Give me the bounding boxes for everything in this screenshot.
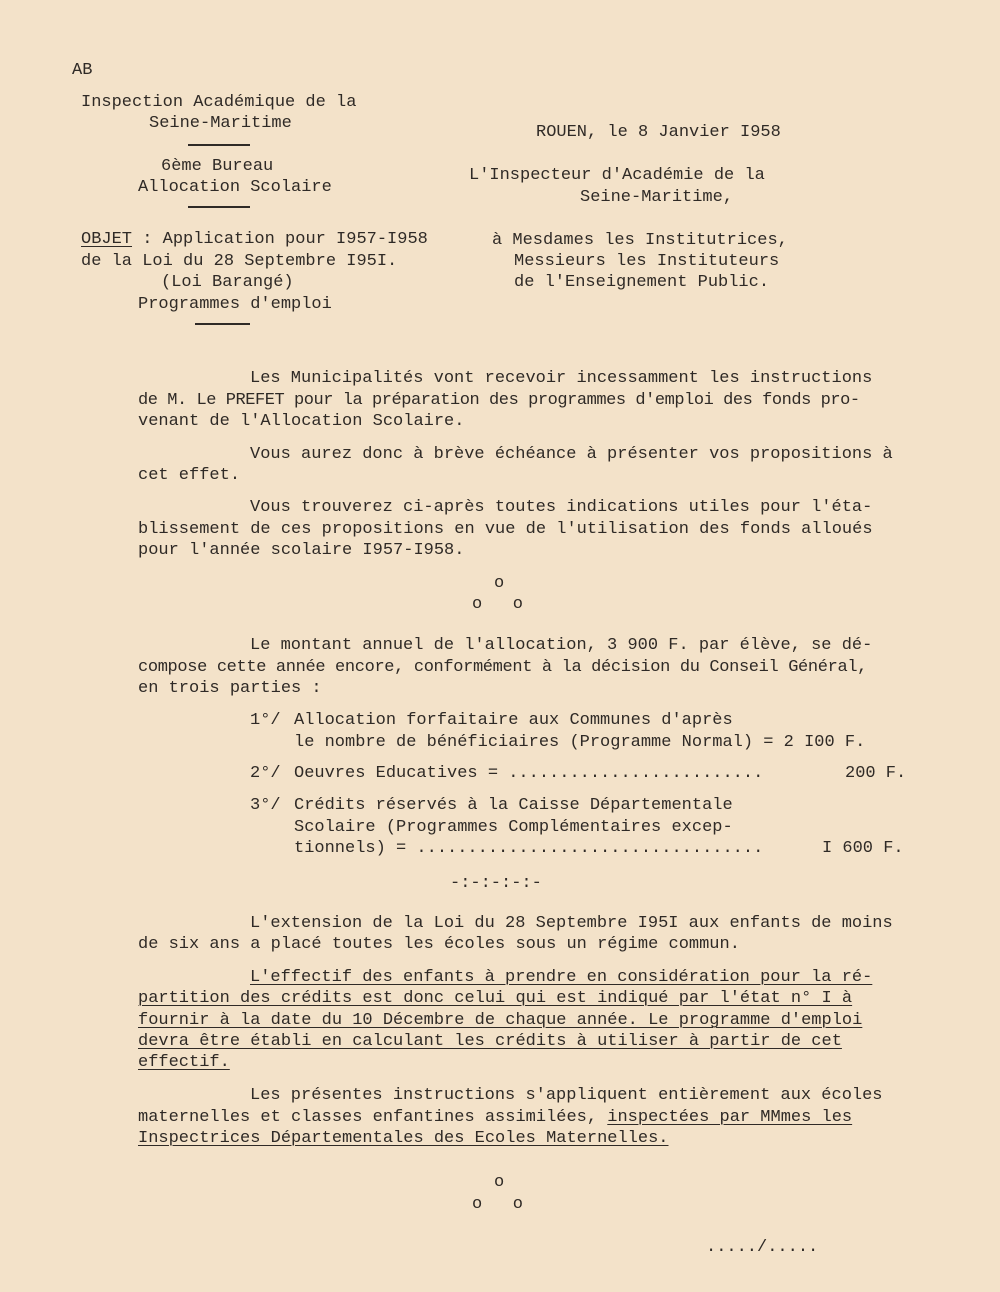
service-line: Allocation Scolaire — [138, 178, 332, 197]
body-text-underlined: Inspectrices Départementales des Ecoles Maternelles. — [138, 1129, 669, 1148]
body-text: en trois parties : — [138, 679, 322, 698]
separator-mark: o — [494, 574, 505, 593]
divider — [188, 144, 250, 146]
separator-mark: -:-:-:-:- — [450, 874, 542, 893]
list-item-amount: 200 F. — [845, 764, 907, 783]
divider — [188, 206, 250, 208]
list-item-number: 1°/ — [250, 711, 281, 730]
recipients-line1: à Mesdames les Institutrices, — [492, 231, 788, 250]
date-line: ROUEN, le 8 Janvier I958 — [536, 123, 781, 142]
body-text: venant de l'Allocation Scolaire. — [138, 412, 465, 431]
continuation-mark: ...../..... — [706, 1238, 819, 1257]
divider — [195, 323, 250, 325]
list-item-amount: I 600 F. — [822, 839, 904, 858]
list-item-number: 2°/ — [250, 764, 281, 783]
recipients-line3: de l'Enseignement Public. — [514, 273, 770, 292]
body-text: L'extension de la Loi du 28 Septembre I95I aux enfants de moins — [250, 914, 893, 933]
separator-mark: o — [494, 1173, 505, 1192]
body-text: Les Municipalités vont recevoir incessamment les instructions — [250, 369, 873, 388]
sender-line2: Seine-Maritime, — [580, 188, 734, 207]
objet-line3: (Loi Barangé) — [161, 273, 294, 292]
issuer-line1: Inspection Académique de la — [81, 93, 357, 112]
list-item: Oeuvres Educatives = ......................... — [294, 764, 764, 783]
initials: AB — [72, 61, 93, 80]
objet-text: : Application pour I957-I958 — [132, 230, 428, 249]
list-item: Allocation forfaitaire aux Communes d'après — [294, 711, 733, 730]
objet-label: OBJET — [81, 230, 133, 249]
list-item: tionnels) = .................................. — [294, 839, 764, 858]
issuer-line2: Seine-Maritime — [149, 114, 292, 133]
body-text: de M. Le PREFET pour la préparation des programmes d'emploi des fonds pro- — [138, 391, 860, 410]
body-text: de six ans a placé toutes les écoles sous un régime commun. — [138, 935, 740, 954]
list-item-number: 3°/ — [250, 796, 281, 815]
body-text: Les présentes instructions s'appliquent entièrement aux écoles — [250, 1086, 883, 1105]
list-item: Crédits réservés à la Caisse Départementale — [294, 796, 733, 815]
bureau-line: 6ème Bureau — [161, 157, 274, 176]
body-text-underlined: partition des crédits est donc celui qui est indiqué par l'état n° I à — [138, 989, 853, 1008]
sender-line1: L'Inspecteur d'Académie de la — [469, 166, 765, 185]
objet-line2: de la Loi du 28 Septembre I95I. — [81, 252, 398, 271]
body-text-underlined: L'effectif des enfants à prendre en considération pour la ré- — [250, 968, 873, 987]
list-item: Scolaire (Programmes Complémentaires excep- — [294, 818, 733, 837]
body-text: Vous aurez donc à brève échéance à présenter vos propositions à — [250, 445, 893, 464]
list-item: le nombre de bénéficiaires (Programme Normal) = 2 I00 F. — [294, 733, 866, 752]
recipients-line2: Messieurs les Instituteurs — [514, 252, 780, 271]
body-text: pour l'année scolaire I957-I958. — [138, 541, 465, 560]
body-text-underlined: effectif. — [138, 1053, 230, 1072]
body-text: compose cette année encore, conformément à la décision du Conseil Général, — [138, 658, 868, 677]
body-text: Le montant annuel de l'allocation, 3 900 F. par élève, se dé- — [250, 636, 873, 655]
objet-line1 — [81, 229, 428, 250]
body-text: maternelles et classes enfantines assimilées, inspectées par MMmes les — [138, 1108, 853, 1127]
body-text: cet effet. — [138, 466, 241, 485]
separator-mark: o o — [472, 1195, 524, 1214]
body-text-underlined: devra être établi en calculant les crédits à utiliser à partir de cet — [138, 1032, 842, 1051]
body-text-underlined: fournir à la date du 10 Décembre de chaque année. Le programme d'emploi — [138, 1011, 863, 1030]
body-text: Vous trouverez ci-après toutes indications utiles pour l'éta- — [250, 498, 873, 517]
body-text: blissement de ces propositions en vue de l'utilisation des fonds alloués — [138, 520, 873, 539]
objet-line4: Programmes d'emploi — [138, 295, 332, 314]
separator-mark: o o — [472, 595, 524, 614]
